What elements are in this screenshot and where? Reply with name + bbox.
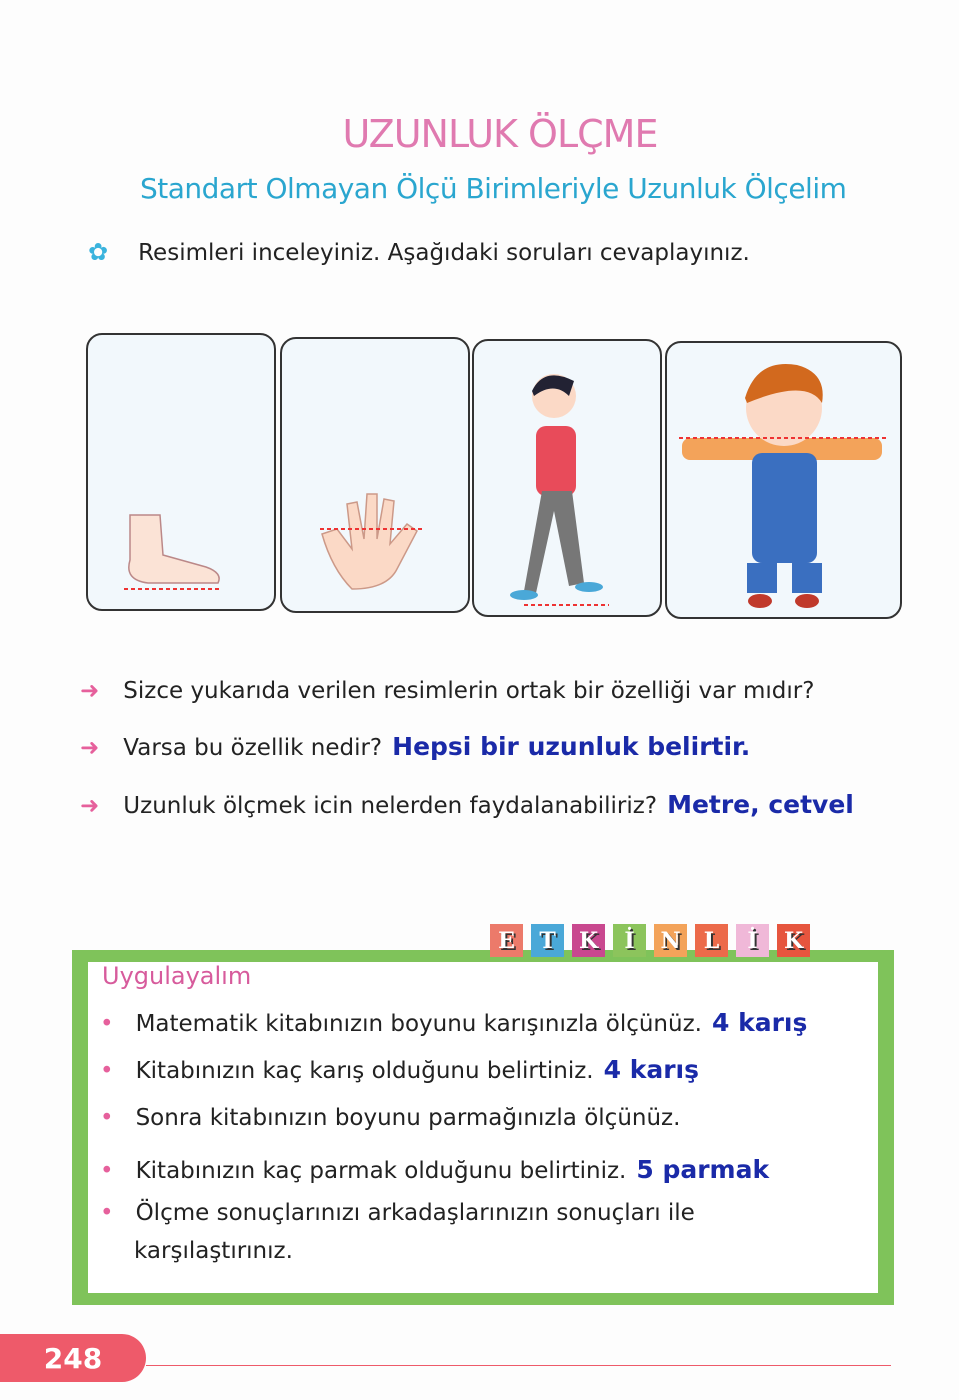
banner-letter: İ [613, 924, 646, 957]
activity-item: • Ölçme sonuçlarınızı arkadaşlarınızın sonuçları ile [100, 1200, 695, 1226]
answer-text: Metre, cetvel [667, 790, 854, 819]
boy-arms-open-image [665, 341, 902, 619]
page-number: 248 [0, 1334, 146, 1382]
foot-image [86, 333, 276, 611]
item-text: Kitabınızın kaç karış olduğunu belirtiniz. [135, 1058, 594, 1084]
item-text: Sonra kitabınızın boyunu parmağınızla ölçünüz. [135, 1105, 681, 1131]
banner-letter: K [572, 924, 605, 957]
question-2 [80, 732, 750, 761]
page-title: UZUNLUK ÖLÇME [342, 112, 658, 156]
question-3 [80, 790, 854, 819]
activity-item: • Kitabınızın kaç karış olduğunu belirtiniz. 4 karış [100, 1055, 699, 1084]
banner-letter: N [654, 924, 687, 957]
answer-text: 5 parmak [636, 1155, 770, 1184]
section-subtitle: Standart Olmayan Ölçü Birimleriyle Uzunluk Ölçelim [140, 172, 847, 205]
question-text: Varsa bu özellik nedir? [123, 735, 383, 761]
walking-boy-image [472, 339, 662, 617]
instruction-text: Resimleri inceleyiniz. Aşağıdaki soruları cevaplayınız. [138, 240, 750, 266]
activity-heading: Uygulayalım [102, 962, 252, 990]
flower-icon: ✿ [88, 238, 109, 266]
arrow-icon: ➜ [80, 678, 100, 704]
footer-divider [146, 1365, 891, 1366]
banner-letter: E [490, 924, 523, 957]
banner-letter: T [531, 924, 564, 957]
item-text: Kitabınızın kaç parmak olduğunu belirtiniz. [135, 1158, 627, 1184]
item-text: Ölçme sonuçlarınızı arkadaşlarınızın sonuçları ile [135, 1200, 695, 1226]
etkinlik-banner [490, 924, 810, 957]
activity-item: • Sonra kitabınızın boyunu parmağınızla ölçünüz. [100, 1105, 681, 1131]
activity-item: • Matematik kitabınızın boyunu karışınızla ölçünüz. 4 karış [100, 1008, 808, 1037]
question-1 [80, 678, 814, 704]
question-text: Uzunluk ölçmek icin nelerden faydalanabiliriz? [123, 793, 658, 819]
answer-text: 4 karış [603, 1055, 699, 1084]
instruction [88, 238, 750, 266]
answer-text: Hepsi bir uzunluk belirtir. [392, 732, 751, 761]
hand-image [280, 337, 470, 613]
answer-text: 4 karış [711, 1008, 808, 1037]
question-text: Sizce yukarıda verilen resimlerin ortak bir özelliği var mıdır? [123, 678, 815, 704]
arrow-icon: ➜ [80, 793, 100, 819]
arrow-icon: ➜ [80, 735, 100, 761]
item-text: Matematik kitabınızın boyunu karışınızla ölçünüz. [135, 1011, 702, 1037]
banner-letter: İ [736, 924, 769, 957]
banner-letter: L [695, 924, 728, 957]
activity-item-continued: karşılaştırınız. [134, 1238, 293, 1264]
activity-item: • Kitabınızın kaç parmak olduğunu belirtiniz. 5 parmak [100, 1155, 770, 1184]
banner-letter: K [777, 924, 810, 957]
